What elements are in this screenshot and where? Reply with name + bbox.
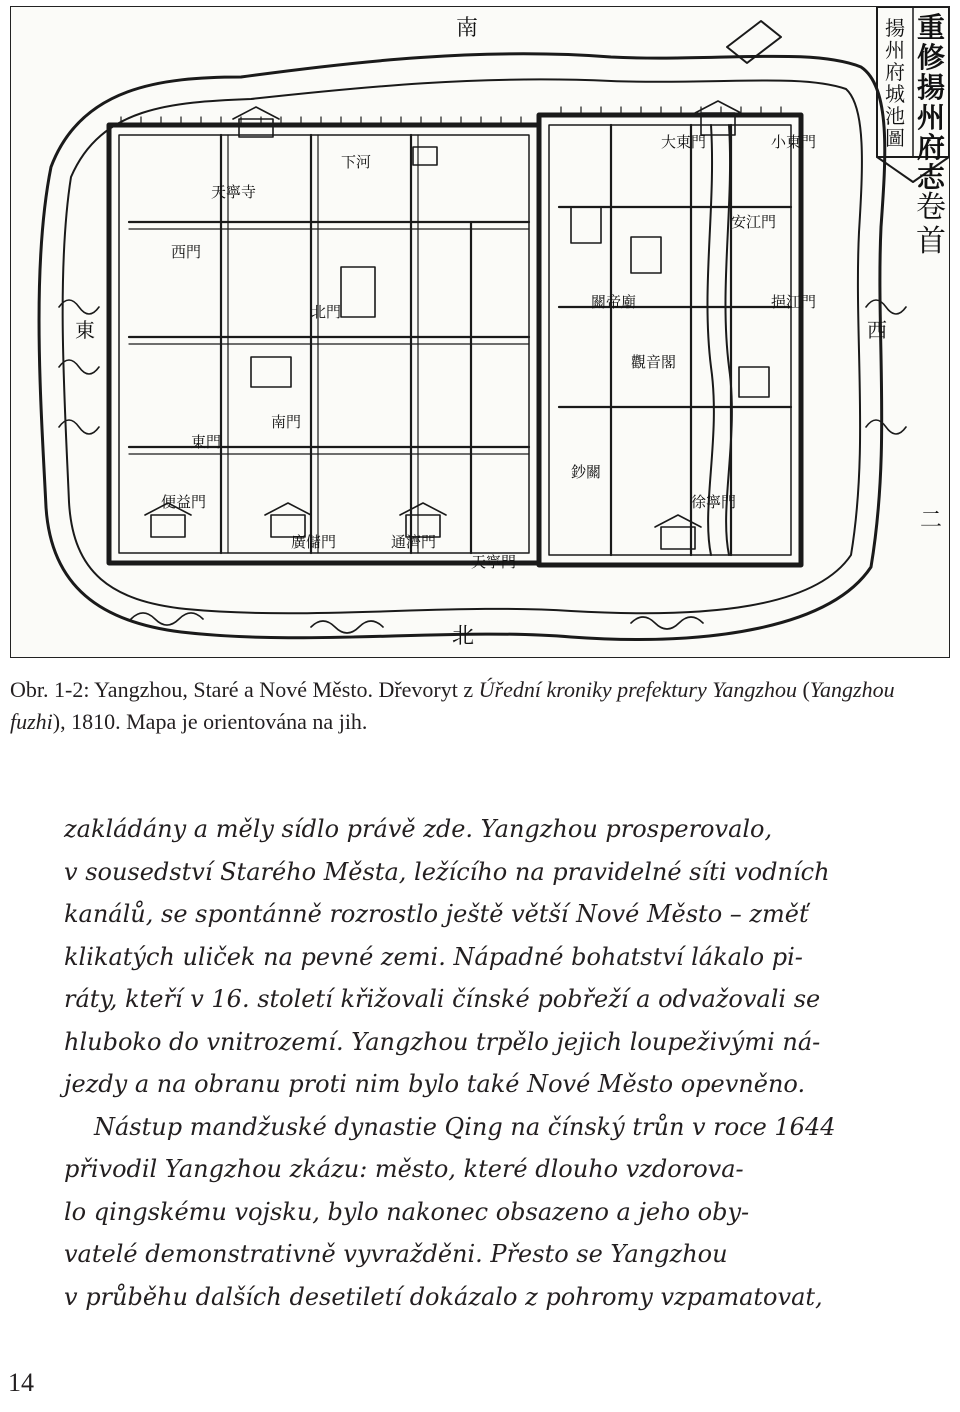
map-title	[885, 11, 946, 533]
caption-open-paren: (	[802, 677, 810, 702]
figure-caption	[10, 674, 950, 738]
map-place-label: 安江門	[731, 213, 777, 231]
woodcut-map-figure	[10, 6, 950, 658]
compass-north: 北	[451, 624, 475, 649]
moat-outer	[39, 54, 885, 640]
caption-source-romanized: Yangzhou fuzhi	[10, 677, 895, 734]
map-place-label: 便益門	[161, 493, 207, 511]
body-line: v průběhu dalších desetiletí dokázalo z pohromy vzpamatovat,	[64, 1282, 823, 1311]
gate-towers	[145, 101, 769, 549]
map-page-mark: 二	[919, 508, 943, 533]
map-place-label: 下河	[341, 153, 372, 171]
map-place-label: 挹江門	[771, 293, 817, 311]
map-place-label: 鈔關	[571, 463, 602, 481]
caption-suffix: ), 1810. Mapa je orientována na jih.	[52, 709, 368, 734]
compass-east: 東	[75, 318, 95, 342]
map-place-label: 大東門	[661, 133, 707, 151]
map-place-label: 小東門	[771, 133, 817, 151]
map-volume-text: 卷首	[916, 190, 946, 259]
map-place-label: 廣儲門	[291, 533, 337, 551]
body-line: lo qingskému vojsku, bylo nakonec obsazeno a jeho oby-	[64, 1197, 750, 1226]
body-line: klikatých uliček na pevné zemi. Nápadné bohatství lákalo pi-	[64, 942, 803, 971]
page-number: 14	[8, 1368, 34, 1397]
map-place-label: 關帝廟	[591, 293, 637, 311]
map-place-label: 北門	[311, 303, 342, 321]
new-city-wall	[539, 115, 801, 565]
body-line-paragraph-start: Nástup mandžuské dynastie Qing na čínský trůn v roce 1644	[94, 1112, 836, 1141]
map-title-text: 重修揚州府志	[916, 11, 946, 194]
map-subtitle-text: 揚州府城池圖	[885, 16, 905, 150]
body-line: hluboko do vnitrozemí. Yangzhou trpělo jejich loupeživými ná-	[64, 1027, 821, 1056]
body-line: vatelé demonstrativně vyvražděni. Přesto se Yangzhou	[64, 1240, 728, 1268]
body-line: přivodil Yangzhou zkázu: město, které dlouho vzdorova-	[64, 1155, 744, 1183]
body-line: zakládány a měly sídlo právě zde. Yangzhou prosperovalo,	[64, 815, 773, 843]
map-place-label: 南門	[271, 413, 302, 431]
map-place-label: 觀音閣	[631, 353, 677, 371]
map-place-label: 天寧門	[471, 553, 517, 571]
map-place-label: 徐寧門	[691, 493, 737, 511]
compass-south: 南	[455, 16, 479, 41]
river-wave	[59, 300, 906, 633]
caption-source-title: Úřední kroniky prefektury Yangzhou	[478, 677, 797, 702]
body-line: ráty, kteří v 16. století křižovali čínské pobřeží a odvažovali se	[64, 985, 821, 1013]
compass-west: 西	[867, 318, 887, 342]
moat-inner	[63, 79, 862, 613]
map-place-label: 天寧寺	[211, 183, 257, 201]
body-line: v sousedství Starého Města, ležícího na pravidelné síti vodních	[64, 857, 830, 886]
map-place-label: 通濟門	[391, 533, 437, 551]
map-illustration	[11, 7, 949, 657]
body-text	[64, 808, 898, 1318]
caption-prefix: Obr. 1-2: Yangzhou, Staré a Nové Město. Dřevoryt z	[10, 677, 479, 702]
body-line: jezdy a na obranu proti nim bylo také Nové Město opevněno.	[64, 1070, 806, 1098]
map-place-label: 西門	[171, 243, 202, 261]
map-place-labels	[161, 133, 816, 571]
new-city-streets	[559, 125, 791, 555]
map-place-label: 東門	[191, 433, 222, 451]
canal	[707, 125, 731, 555]
body-line: kanálů, se spontánně rozrostlo ještě větší Nové Město – změť	[64, 900, 809, 928]
